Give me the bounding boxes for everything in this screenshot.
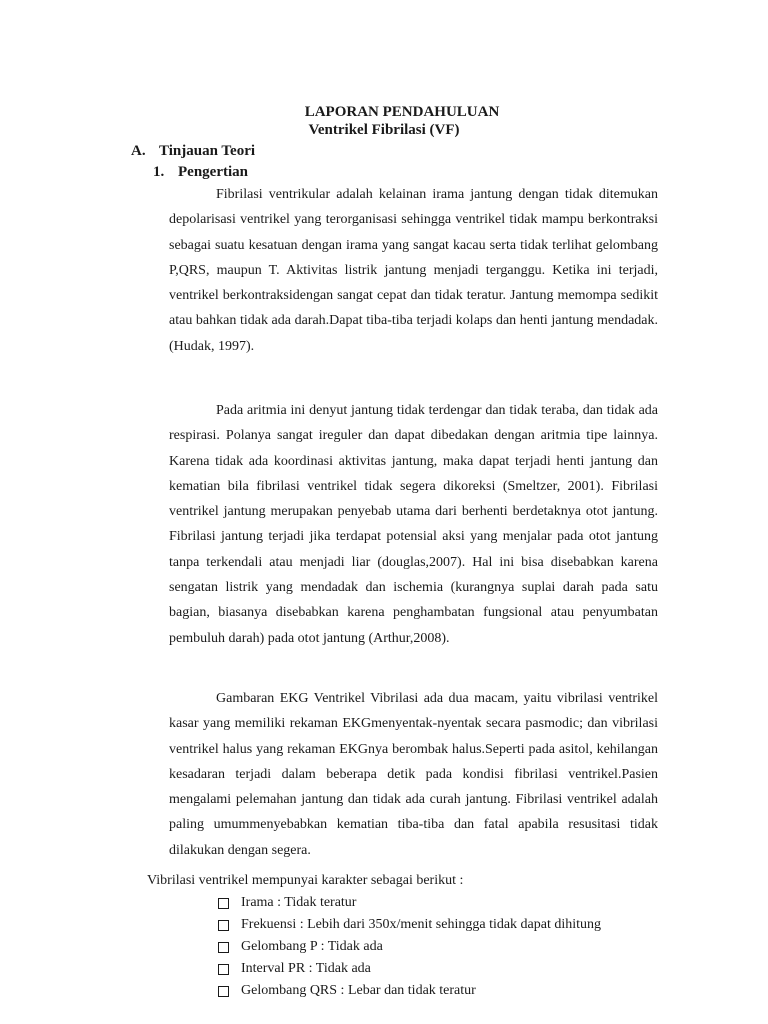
section-label: Tinjauan Teori xyxy=(159,143,256,159)
list-item-text: Irama : Tidak teratur xyxy=(241,895,357,910)
checkbox-square-icon xyxy=(218,920,229,931)
checkbox-square-icon xyxy=(218,964,229,975)
title-sub: Ventrikel Fibrilasi (VF) xyxy=(308,122,460,138)
title-main: LAPORAN PENDAHULUAN xyxy=(304,104,500,120)
paragraph-definition: Fibrilasi ventrikular adalah kelainan irama jantung dengan tidak ditemukan depolarisasi ventrikel yang terorganisasi sehingga ventrikel tidak mampu berkontraksi sebagai suatu kesatuan dengan irama yang sangat kacau serta tidak terlihat gelombang P,QRS, maupun T. Aktivitas listrik jantung menjadi terganggu. Ketika ini terjadi, ventrikel berkontraksidengan sangat cepat dan tidak teratur. Jantung memompa sedikit atau bahkan tidak ada darah.Dapat tiba-tiba terjadi kolaps dan henti jantung mendadak. (Hudak, 1997). xyxy=(169,187,658,354)
subsection-heading-1 xyxy=(153,164,248,181)
checkbox-square-icon xyxy=(218,986,229,997)
paragraph-arrhythmia: Pada aritmia ini denyut jantung tidak terdengar dan tidak teraba, dan tidak ada respirasi. Polanya sangat ireguler dan dapat dibedakan dengan aritmia tipe lainnya. Karena tidak ada koordinasi aktivitas jantung, maka dapat terjadi henti jantung dan kematian bila fibrilasi ventrikel tidak segera dikoreksi (Smeltzer, 2001). Fibrilasi ventrikel jantung merupakan penyebab utama dari berhenti berdetaknya otot jantung. Fibrilasi jantung terjadi jika terdapat potensial aksi yang menjalar pada otot jantung tanpa terkendali atau menjadi liar (douglas,2007). Hal ini bisa disebabkan karena sengatan listrik yang mendadak dan ischemia (kurangnya suplai darah pada satu bagian, biasanya disebabkan karena penghambatan fungsional atau penyumbatan pembuluh darah) pada otot jantung (Arthur,2008). xyxy=(169,403,658,646)
list-item xyxy=(218,980,601,1002)
section-number: A. xyxy=(131,143,146,159)
list-item xyxy=(218,936,601,958)
paragraph-ekg: Gambaran EKG Ventrikel Vibrilasi ada dua macam, yaitu vibrilasi ventrikel kasar yang memiliki rekaman EKGmenyentak-nyentak secara pasmodic; dan vibrilasi ventrikel halus yang rekaman EKGnya berombak halus.Seperti pada asitol, kehilangan kesadaran terjadi dalam beberapa detik pada kondisi fibrilasi ventrikel.Pasien mengalami pelemahan jantung dan tidak ada curah jantung. Fibrilasi ventrikel adalah paling umummenyebabkan kematian tiba-tiba dan fatal apabila resusitasi tidak dilakukan dengan segera. xyxy=(169,691,658,858)
characteristics-intro: Vibrilasi ventrikel mempunyai karakter sebagai berikut : xyxy=(147,873,464,888)
list-item-text: Gelombang P : Tidak ada xyxy=(241,939,383,954)
checkbox-square-icon xyxy=(218,942,229,953)
section-heading-a xyxy=(131,143,255,160)
subsection-number: 1. xyxy=(153,164,165,180)
list-item xyxy=(218,914,601,936)
subsection-label: Pengertian xyxy=(178,164,248,180)
list-item-text: Frekuensi : Lebih dari 350x/menit sehingga tidak dapat dihitung xyxy=(241,917,602,932)
list-item xyxy=(218,958,601,980)
checkbox-square-icon xyxy=(218,898,229,909)
list-item-text: Interval PR : Tidak ada xyxy=(241,961,371,976)
document-title xyxy=(0,103,768,139)
list-item-text: Gelombang QRS : Lebar dan tidak teratur xyxy=(241,983,476,998)
characteristics-list xyxy=(218,892,601,1002)
list-item xyxy=(218,892,601,914)
